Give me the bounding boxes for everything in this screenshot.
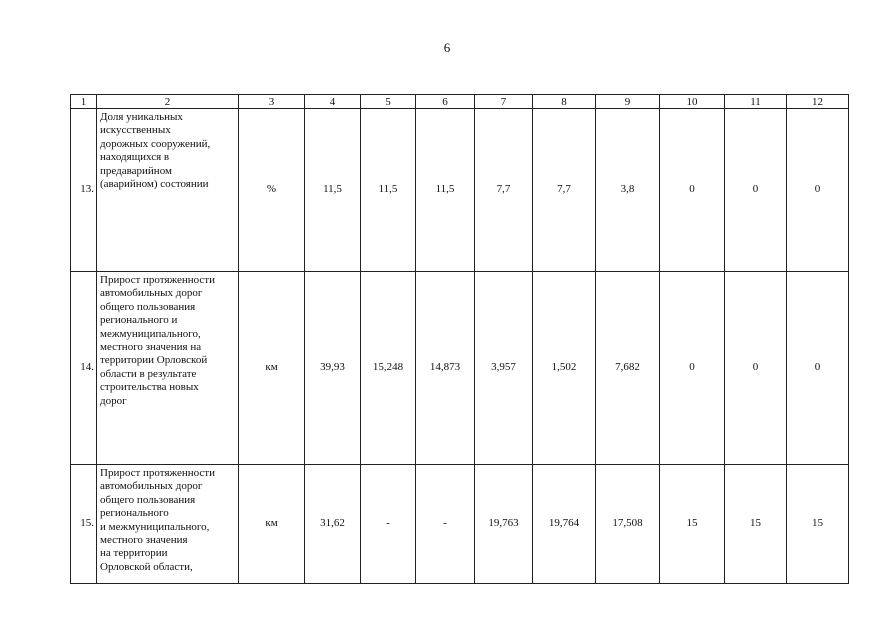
value-cell: 17,508 xyxy=(596,465,660,584)
indicators-table xyxy=(70,94,849,584)
value-cell: 1,502 xyxy=(533,272,596,465)
indicator-name-text: Прирост протяженности автомобильных дорог общего пользования регионального и межмуниципального, местного значения на территории Орловской области в результате строительства новых дорог xyxy=(100,274,215,407)
value-cell: 14,873 xyxy=(416,272,475,465)
value-cell: 15 xyxy=(660,465,725,584)
col-header-10: 10 xyxy=(660,95,725,109)
value-cell: 11,5 xyxy=(416,109,475,272)
value-cell: 0 xyxy=(725,272,787,465)
col-header-8: 8 xyxy=(533,95,596,109)
value-cell: 15 xyxy=(725,465,787,584)
col-header-4: 4 xyxy=(305,95,361,109)
col-header-2: 2 xyxy=(97,95,239,109)
header-row xyxy=(71,95,849,109)
row-number: 13. xyxy=(71,109,97,272)
table-row xyxy=(71,109,849,272)
indicator-name-text: Доля уникальных искусственных дорожных сооружений, находящихся в предаварийном (аварийном) состоянии xyxy=(100,111,211,191)
value-cell: 39,93 xyxy=(305,272,361,465)
value-cell: 0 xyxy=(787,109,849,272)
value-cell: - xyxy=(416,465,475,584)
table-row xyxy=(71,272,849,465)
unit-cell: км xyxy=(239,465,305,584)
indicator-name xyxy=(97,465,239,584)
col-header-5: 5 xyxy=(361,95,416,109)
value-cell: - xyxy=(361,465,416,584)
unit-cell: км xyxy=(239,272,305,465)
value-cell: 7,682 xyxy=(596,272,660,465)
indicator-name xyxy=(97,272,239,465)
value-cell: 0 xyxy=(660,272,725,465)
value-cell: 31,62 xyxy=(305,465,361,584)
value-cell: 15 xyxy=(787,465,849,584)
value-cell: 3,8 xyxy=(596,109,660,272)
indicator-name-text: Прирост протяженности автомобильных дорог общего пользования регионального и межмуниципального, местного значения на территории Орловской области, xyxy=(100,467,215,573)
col-header-11: 11 xyxy=(725,95,787,109)
indicator-name xyxy=(97,109,239,272)
col-header-3: 3 xyxy=(239,95,305,109)
value-cell: 15,248 xyxy=(361,272,416,465)
value-cell: 7,7 xyxy=(475,109,533,272)
row-number: 14. xyxy=(71,272,97,465)
value-cell: 7,7 xyxy=(533,109,596,272)
table-row xyxy=(71,465,849,584)
value-cell: 3,957 xyxy=(475,272,533,465)
value-cell: 11,5 xyxy=(361,109,416,272)
col-header-7: 7 xyxy=(475,95,533,109)
col-header-1: 1 xyxy=(71,95,97,109)
value-cell: 19,764 xyxy=(533,465,596,584)
unit-cell: % xyxy=(239,109,305,272)
page-number: 6 xyxy=(443,40,451,55)
value-cell: 19,763 xyxy=(475,465,533,584)
row-number: 15. xyxy=(71,465,97,584)
value-cell: 0 xyxy=(787,272,849,465)
value-cell: 0 xyxy=(660,109,725,272)
col-header-9: 9 xyxy=(596,95,660,109)
value-cell: 11,5 xyxy=(305,109,361,272)
col-header-12: 12 xyxy=(787,95,849,109)
value-cell: 0 xyxy=(725,109,787,272)
col-header-6: 6 xyxy=(416,95,475,109)
